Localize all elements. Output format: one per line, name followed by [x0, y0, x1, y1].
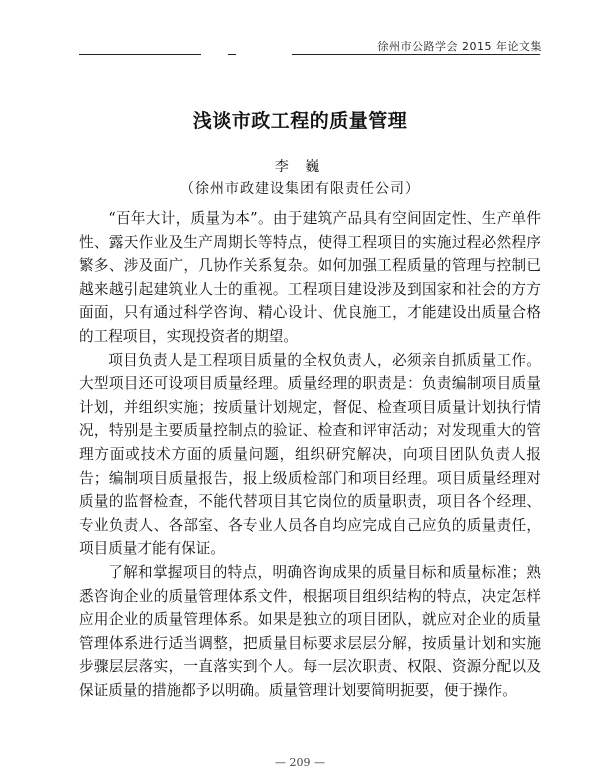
body-paragraph: “百年大计，质量为本”。由于建筑产品具有空间固定性、生产单件性、露天作业及生产周期长等特点，使得工程项目的实施过程必然程序繁多、涉及面广，几协作关系复杂。如何加强工程质量的管理与控制已越来越引起建筑业人士的重视。工程项目建设涉及到国家和社会的方方面面，只有通过科学咨询、精心设计、优良施工，才能建设出质量合格的工程项目，实现投资者的期望。	[79, 210, 541, 345]
body-paragraph: 了解和掌握项目的特点，明确咨询成果的质量目标和质量标准；熟悉咨询企业的质量管理体系文件，根据项目组织结构的特点，决定怎样应用企业的质量管理体系。如果是独立的项目团队，就应对企业的质量管理体系进行适当调整，把质量目标要求层层分解，按质量计划和实施步骤层层落实，一直落实到个人。每一层次职责、权限、资源分配以及保证质量的措施都予以明确。质量管理计划要简明扼要，便于操作。	[79, 563, 541, 699]
article-body	[79, 207, 541, 702]
body-paragraph: 项目负责人是工程项目质量的全权负责人，必须亲自抓质量工作。大型项目还可设项目质量经理。质量经理的职责是：负责编制项目质量计划，并组织实施；按质量计划规定，督促、检查项目质量计划执行情况，特别是主要质量控制点的验证、检查和评审活动；对发现重大的管理方面或技术方面的质量问题，组织研究解决，向项目团队负责人报告；编制项目质量报告，报上级质检部门和项目经理。项目质量经理对质量的监督检查，不能代替项目其它岗位的质量职责，项目各个经理、专业负责人、各部室、各专业人员各自均应完成自己应负的质量责任，项目质量才能有保证。	[79, 351, 541, 558]
header-rule	[228, 54, 236, 55]
article-title: 浅谈市政工程的质量管理	[192, 110, 408, 132]
author-affiliation: （徐州市政建设集团有限责任公司）	[180, 181, 420, 197]
page-number: — 209 —	[275, 756, 325, 769]
running-head: 徐州市公路学会 2015 年论文集	[377, 40, 542, 53]
article-author: 李 巍	[274, 159, 326, 175]
header-rule	[79, 54, 201, 55]
header-rule	[292, 54, 540, 55]
